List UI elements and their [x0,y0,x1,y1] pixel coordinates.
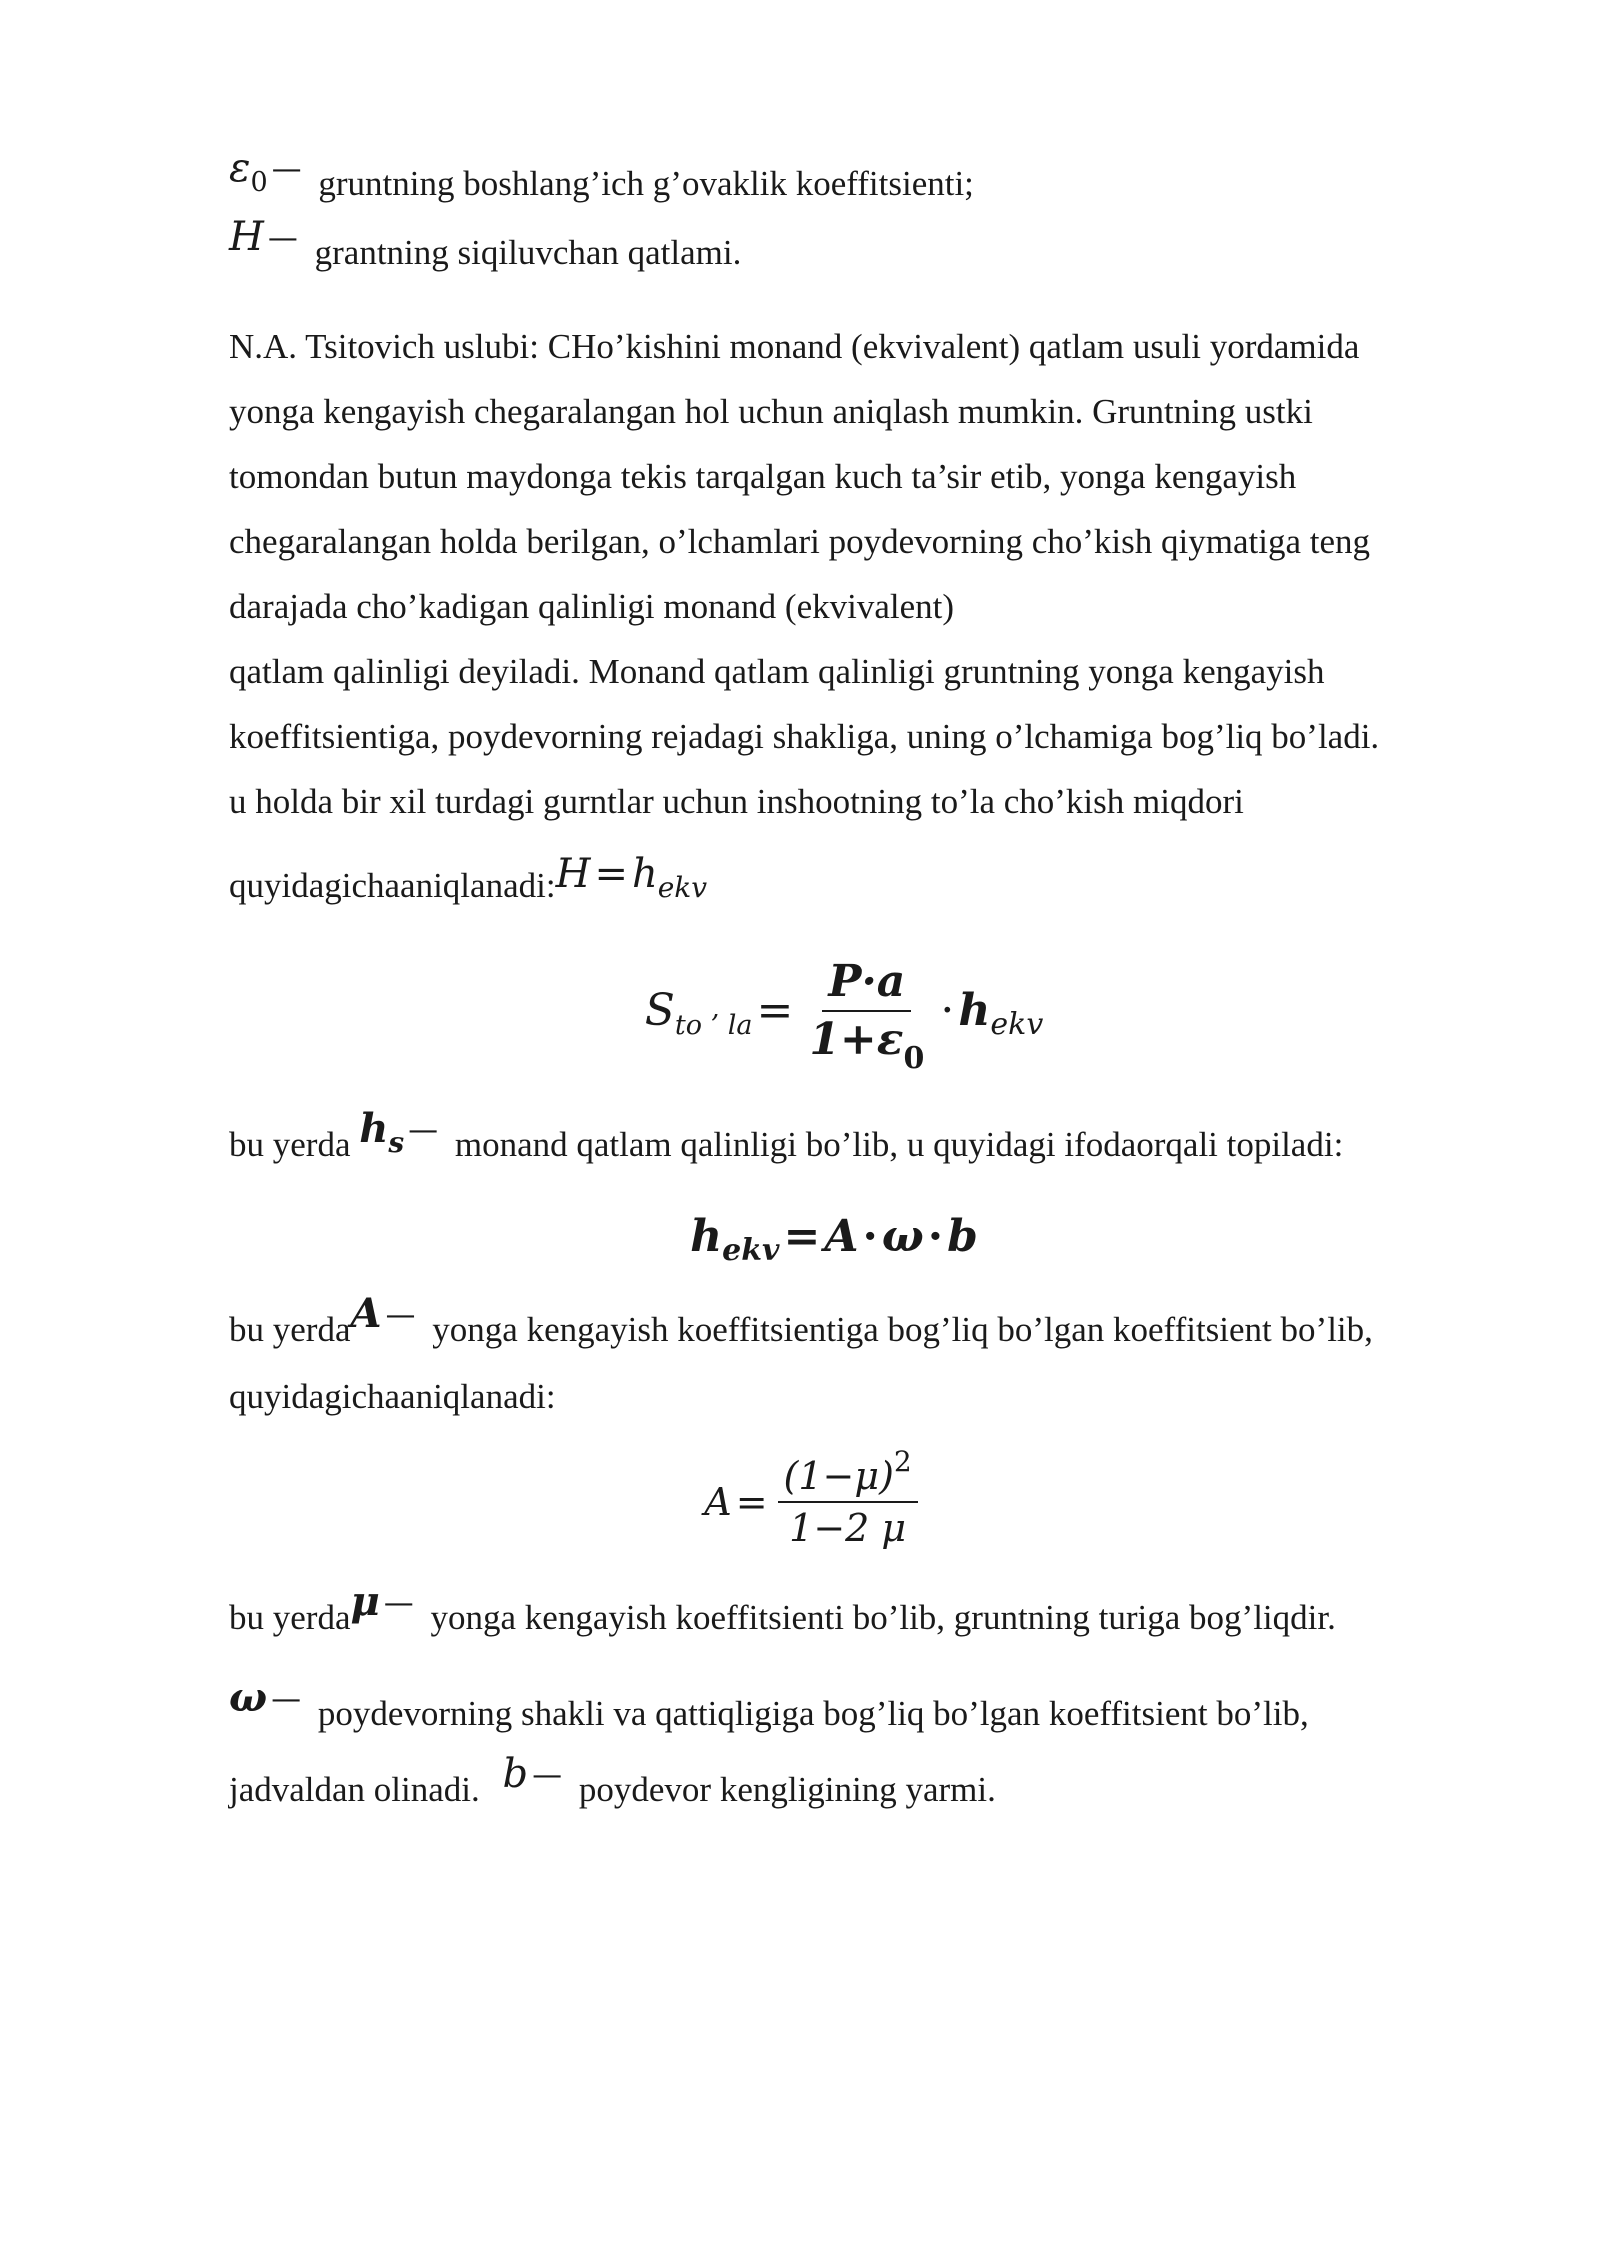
definition-text: grantning siqiluvchan qatlami. [314,233,742,272]
dash: — [408,1113,439,1148]
omega-b-definition [229,1751,1479,1824]
b-symbol: b [502,1751,529,1797]
H-symbol: H [229,214,264,260]
hekv-formula: h ekv = A · ω · b [690,1211,978,1268]
definition-epsilon0 [229,145,1479,219]
mu-definition [229,1578,1479,1652]
paragraph-line: koeffitsientiga, poydevorning rejadagi shakliga, uning o’lchamiga bog’liq bo’ladi. [229,717,1380,756]
inline-formula-H-hekv: $H = h_{ekv}$ [555,851,708,904]
epsilon-symbol: $\varepsilon_0$ [229,145,268,198]
omega-symbol: ω [229,1674,268,1721]
prefix-text: bu yerda [229,1310,351,1349]
fraction: $\frac{P\cdot a}{1+\varepsilon_0}$ [809,956,925,1076]
hs-definition [229,1105,1479,1179]
paragraph-line: qatlam qalinligi deyiladi. Monand qatlam qalinligi gruntning yonga kengayish [229,652,1325,691]
document-page [229,145,1479,1824]
paragraph-text: quyidagichaaniqlanadi: [229,866,556,905]
paragraph-line: yonga kengayish chegaralangan hol uchun aniqlash mumkin. Gruntning ustki [229,392,1313,431]
prefix-text: bu yerda [229,1125,351,1164]
fraction: $\frac{(1-\mu)^2}{1-2 \mu}$ [778,1457,918,1547]
settlement-formula: S to ’ la = $\frac{P\cdot a}{1+\varepsilon_0}$ · h ekv [644,956,1044,1076]
omega-definition [229,1674,1479,1748]
hs-symbol: $h_s$ [359,1105,405,1159]
main-paragraph [229,314,1479,920]
A-definition [229,1290,1479,1364]
A-formula: A = $\frac{(1-\mu)^2}{1-2 \mu}$ [149,1457,1479,1547]
dash: — [383,1586,414,1621]
A-definition-continuation: quyidagichaaniqlanadi: [229,1377,556,1416]
paragraph-line: u holda bir xil turdagi gurntlar uchun inshootning to’la cho’kish miqdori [229,782,1244,821]
dash: — [271,152,302,187]
paragraph-line-with-formula [229,852,1479,920]
mu-symbol: μ [350,1578,380,1625]
definition-text: gruntning boshlang’ich g’ovaklik koeffitsienti; [318,164,974,203]
definition-text: monand qatlam qalinligi bo’lib, u quyidagi ifodaorqali topiladi: [454,1125,1344,1164]
dash: — [532,1758,563,1793]
definition-text: yonga kengayish koeffitsienti bo’lib, gruntning turiga bog’liqdir. [430,1598,1336,1637]
definition-text: poydevorning shakli va qattiqligiga bog’liq bo’lgan koeffitsient bo’lib, [317,1694,1309,1733]
dash: — [271,1682,302,1717]
definition-H [229,214,1479,287]
dash: — [267,221,298,256]
A-symbol: A [350,1290,382,1337]
paragraph-line: darajada cho’kadigan qalinligi monand (ekvivalent) [229,587,955,626]
paragraph-line: chegaralangan holda berilgan, o’lchamlari poydevorning cho’kish qiymatiga teng [229,522,1371,561]
dash: — [385,1298,416,1333]
prefix-text: bu yerda [229,1598,351,1637]
definition-text: jadvaldan olinadi. [229,1770,480,1809]
paragraph-line: N.A. Tsitovich uslubi: CHo’kishini monand (ekvivalent) qatlam usuli yordamida [229,327,1360,366]
paragraph-line: tomondan butun maydonga tekis tarqalgan kuch ta’sir etib, yonga kengayish [229,457,1297,496]
definition-text: yonga kengayish koeffitsientiga bog’liq bo’lgan koeffitsient bo’lib, [432,1310,1373,1349]
definition-text: poydevor kengligining yarmi. [578,1770,996,1809]
